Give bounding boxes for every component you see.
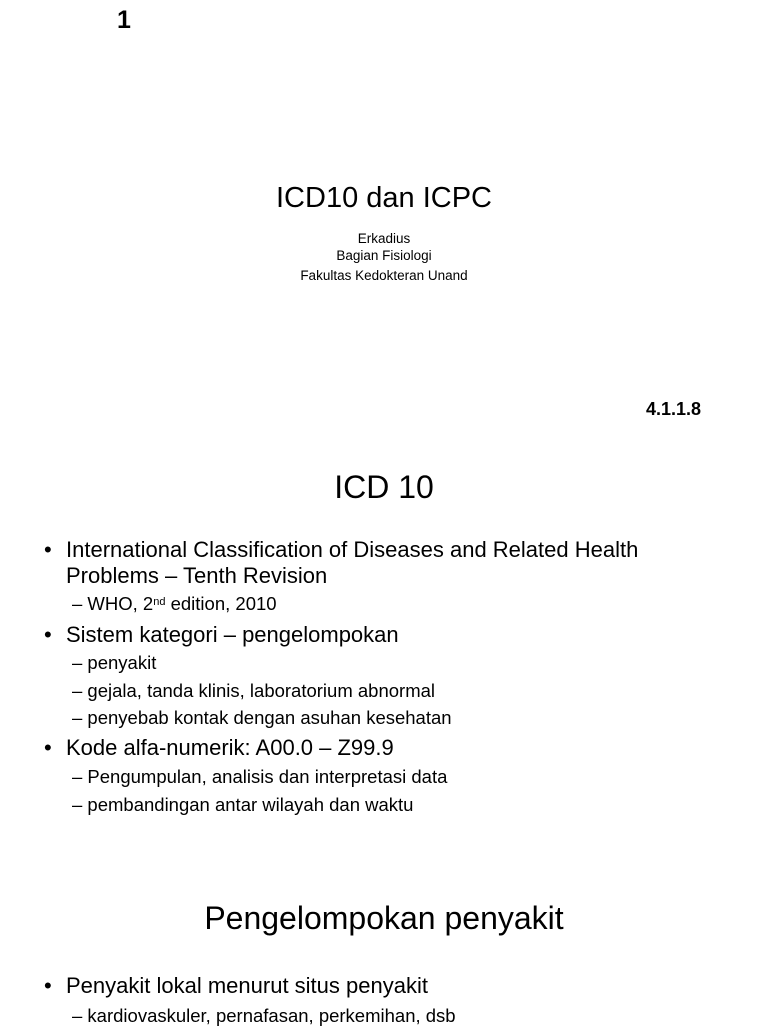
- superscript: nd: [153, 596, 166, 608]
- subitem-text: – WHO, 2: [72, 593, 154, 614]
- slide1-title: ICD10 dan ICPC: [276, 182, 492, 214]
- bullet-icon: •: [44, 622, 52, 647]
- slide1-faculty: Fakultas Kedokteran Unand: [300, 268, 468, 283]
- slide3-title: Pengelompokan penyakit: [204, 900, 564, 936]
- slide1-author: Erkadius: [357, 231, 411, 246]
- bullet-text: Sistem kategori – pengelompokan: [66, 622, 399, 647]
- bullet-text: Kode alfa-numerik: A00.0 – Z99.9: [66, 735, 394, 760]
- slide2-subitem: – gejala, tanda klinis, laboratorium abnormal: [72, 680, 436, 701]
- bullet-text: Penyakit lokal menurut situs penyakit: [66, 973, 428, 998]
- slide2-subitem: – Pengumpulan, analisis dan interpretasi data: [72, 766, 448, 787]
- bullet-icon: •: [44, 735, 52, 760]
- slide1-code: 4.1.1.8: [645, 399, 701, 419]
- slide2-subitem: – penyakit: [72, 652, 157, 673]
- page-number: 1: [117, 6, 131, 34]
- slide2-subitem: – pembandingan antar wilayah dan waktu: [72, 794, 414, 815]
- bullet-text: International Classification of Diseases and Related Health Problems – Tenth Revision: [66, 537, 639, 588]
- subitem-text: edition, 2010: [165, 593, 277, 614]
- slide2-subitem: – penyebab kontak dengan asuhan kesehatan: [72, 707, 452, 728]
- slide2-title: ICD 10: [334, 469, 434, 505]
- slide3-subitem: – kardiovaskuler, pernafasan, perkemihan, dsb: [72, 1005, 456, 1026]
- slide2-subitem-who: [72, 593, 277, 615]
- bullet-icon: •: [44, 537, 52, 562]
- slide1-department: Bagian Fisiologi: [336, 248, 432, 263]
- bullet-icon: •: [44, 973, 52, 998]
